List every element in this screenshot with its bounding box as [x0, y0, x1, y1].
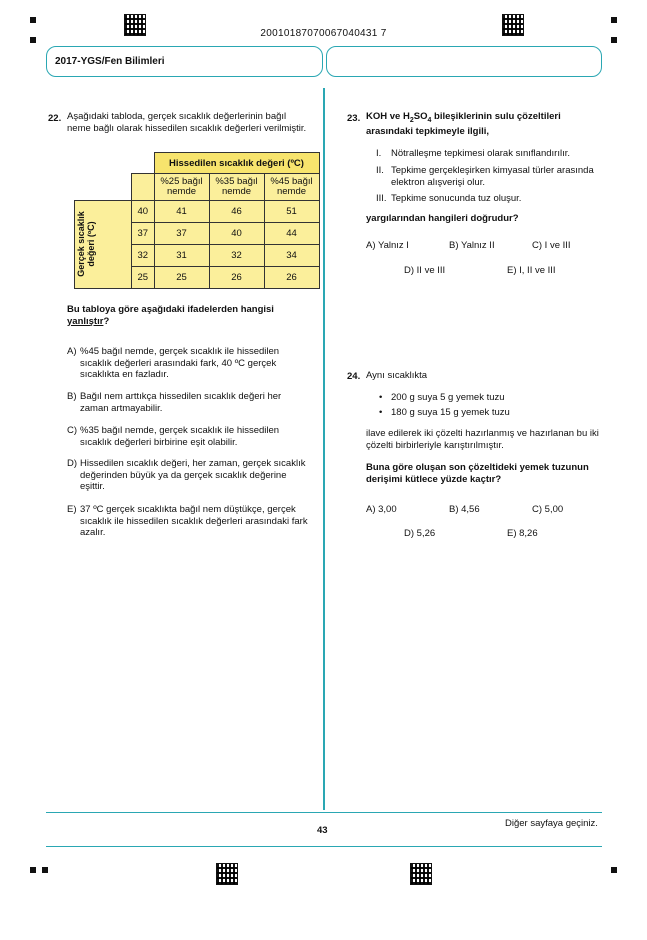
table-cell: 31 — [154, 244, 209, 266]
q24-question: Buna göre oluşan son çözeltideki yemek tuzunun derişimi kütlece yüzde kaçtır? — [366, 462, 589, 485]
real-temp: 25 — [132, 266, 155, 288]
table-title: Hissedilen sıcaklık değeri (ºC) — [154, 153, 319, 174]
subject-title: 2017-YGS/Fen Bilimleri — [55, 56, 165, 67]
column-divider — [323, 88, 325, 810]
corner-mark — [611, 867, 617, 873]
q24-option-e[interactable]: E) 8,26 — [507, 528, 538, 539]
q24-option-d[interactable]: D) 5,26 — [404, 528, 436, 539]
table-cell: 25 — [154, 266, 209, 288]
q23-option-e[interactable]: E) I, II ve III — [507, 265, 556, 276]
col-header: %35 bağıl nemde — [209, 174, 264, 201]
q23-statement-text: Tepkime sonucunda tuz oluşur. — [391, 193, 522, 204]
q24-option-c[interactable]: C) 5,00 — [532, 504, 564, 515]
q22-question — [67, 304, 307, 327]
q22-option-e-text[interactable]: 37 ºC gerçek sıcaklıkta bağıl nem düştükçe, gerçek sıcaklık ile hissedilen sıcaklık değerleri arasındaki fark azalır. — [80, 504, 308, 538]
q23-option-a[interactable]: A) Yalnız I — [366, 240, 409, 251]
table-cell: 44 — [264, 222, 319, 244]
q24-bullet: • 200 g suya 5 g yemek tuzu — [391, 392, 505, 404]
temperature-table — [74, 152, 320, 289]
q22-option-e-letter[interactable]: E) — [67, 504, 77, 515]
page-number: 43 — [317, 825, 328, 836]
q22-question-c: ? — [103, 315, 110, 327]
corner-mark — [611, 17, 617, 23]
q24-body: ilave edilerek iki çözelti hazırlanmış ve hazırlanan bu iki çözelti birbirleriyle karıştırılmıştır. — [366, 428, 599, 451]
q22-option-c-letter[interactable]: C) — [67, 425, 78, 436]
real-temp: 37 — [132, 222, 155, 244]
row-label-text: Gerçek sıcaklık değeri (ºC) — [76, 211, 96, 277]
q23-question: yargılarından hangileri doğrudur? — [366, 213, 519, 224]
barcode-number: 20010187070067040431 7 — [260, 28, 387, 39]
footer-line — [46, 812, 602, 813]
q23-sub: 2 — [409, 116, 414, 124]
qr-code — [216, 863, 238, 885]
next-page-note: Diğer sayfaya geçiniz. — [505, 818, 598, 829]
table-cell: 34 — [264, 244, 319, 266]
q23-intro — [366, 111, 596, 138]
q23-intro-part: bileşiklerinin sulu çözeltileri arasındaki tepkimeyle ilgili, — [366, 111, 561, 138]
q24-option-a[interactable]: A) 3,00 — [366, 504, 397, 515]
q23-intro-part: KOH ve H — [366, 111, 410, 122]
q22-question-a: Bu tabloya göre aşağıdaki ifadelerden hangisi — [67, 304, 274, 315]
q23-option-c[interactable]: C) I ve III — [532, 240, 571, 251]
q24-option-b[interactable]: B) 4,56 — [449, 504, 480, 515]
real-temp: 32 — [132, 244, 155, 266]
table-cell: 40 — [209, 222, 264, 244]
q22-option-b-letter[interactable]: B) — [67, 391, 77, 402]
corner-mark — [42, 867, 48, 873]
q22-option-a-letter[interactable]: A) — [67, 346, 77, 357]
q23-statement-num: I. — [376, 148, 382, 159]
q23-statement-num: II. — [376, 165, 384, 176]
table-cell: 51 — [264, 200, 319, 222]
q23-intro-part: SO — [413, 111, 428, 122]
q23-option-b[interactable]: B) Yalnız II — [449, 240, 495, 251]
q24-bullet: • 180 g suya 15 g yemek tuzu — [391, 407, 510, 419]
q23-option-d[interactable]: D) II ve III — [404, 265, 446, 276]
table-cell: 37 — [154, 222, 209, 244]
footer-line-bottom — [46, 846, 602, 847]
q24-intro: Aynı sıcaklıkta — [366, 370, 428, 381]
q24-number: 24. — [347, 371, 361, 382]
q22-option-b-text[interactable]: Bağıl nem arttıkça hissedilen sıcaklık değeri her zaman artmayabilir. — [80, 391, 282, 414]
header-box-right — [326, 46, 602, 77]
q23-statement-text: Nötralleşme tepkimesi olarak sınıflandırılır. — [391, 148, 570, 159]
real-temp: 40 — [132, 200, 155, 222]
corner-mark — [30, 17, 36, 23]
col-header: %25 bağıl nemde — [154, 174, 209, 201]
table-cell: 41 — [154, 200, 209, 222]
q22-question-b: yanlıştır — [67, 315, 104, 327]
corner-mark — [30, 867, 36, 873]
qr-code — [410, 863, 432, 885]
q23-statement-num: III. — [376, 193, 387, 204]
q22-number: 22. — [48, 113, 62, 124]
row-label — [75, 200, 132, 288]
q22-option-a-text[interactable]: %45 bağıl nemde, gerçek sıcaklık ile hissedilen sıcaklık değerleri arasındaki fark, 40 ºC gerçek sıcaklıkta en fazladır. — [80, 346, 280, 380]
q23-statement-text: Tepkime gerçekleşirken kimyasal türler arasında elektron alışverişi olur. — [391, 165, 594, 188]
table-cell: 26 — [264, 266, 319, 288]
q22-option-d-letter[interactable]: D) — [67, 458, 78, 469]
table-cell: 26 — [209, 266, 264, 288]
q22-intro: Aşağıdaki tabloda, gerçek sıcaklık değerlerinin bağıl neme bağlı olarak hissedilen sıcaklık değerleri verilmiştir. — [67, 111, 307, 134]
table-cell: 46 — [209, 200, 264, 222]
q22-option-c-text[interactable]: %35 bağıl nemde, gerçek sıcaklık ile hissedilen sıcaklık değerleri birbirine eşit olabilir. — [80, 425, 280, 448]
q23-number: 23. — [347, 113, 361, 124]
q23-sub: 4 — [427, 116, 432, 124]
col-header: %45 bağıl nemde — [264, 174, 319, 201]
q22-option-d-text[interactable]: Hissedilen sıcaklık değeri, her zaman, gerçek sıcaklık değerinden büyük ya da gerçek sıcaklık değerine eşittir. — [80, 458, 306, 492]
table-cell: 32 — [209, 244, 264, 266]
